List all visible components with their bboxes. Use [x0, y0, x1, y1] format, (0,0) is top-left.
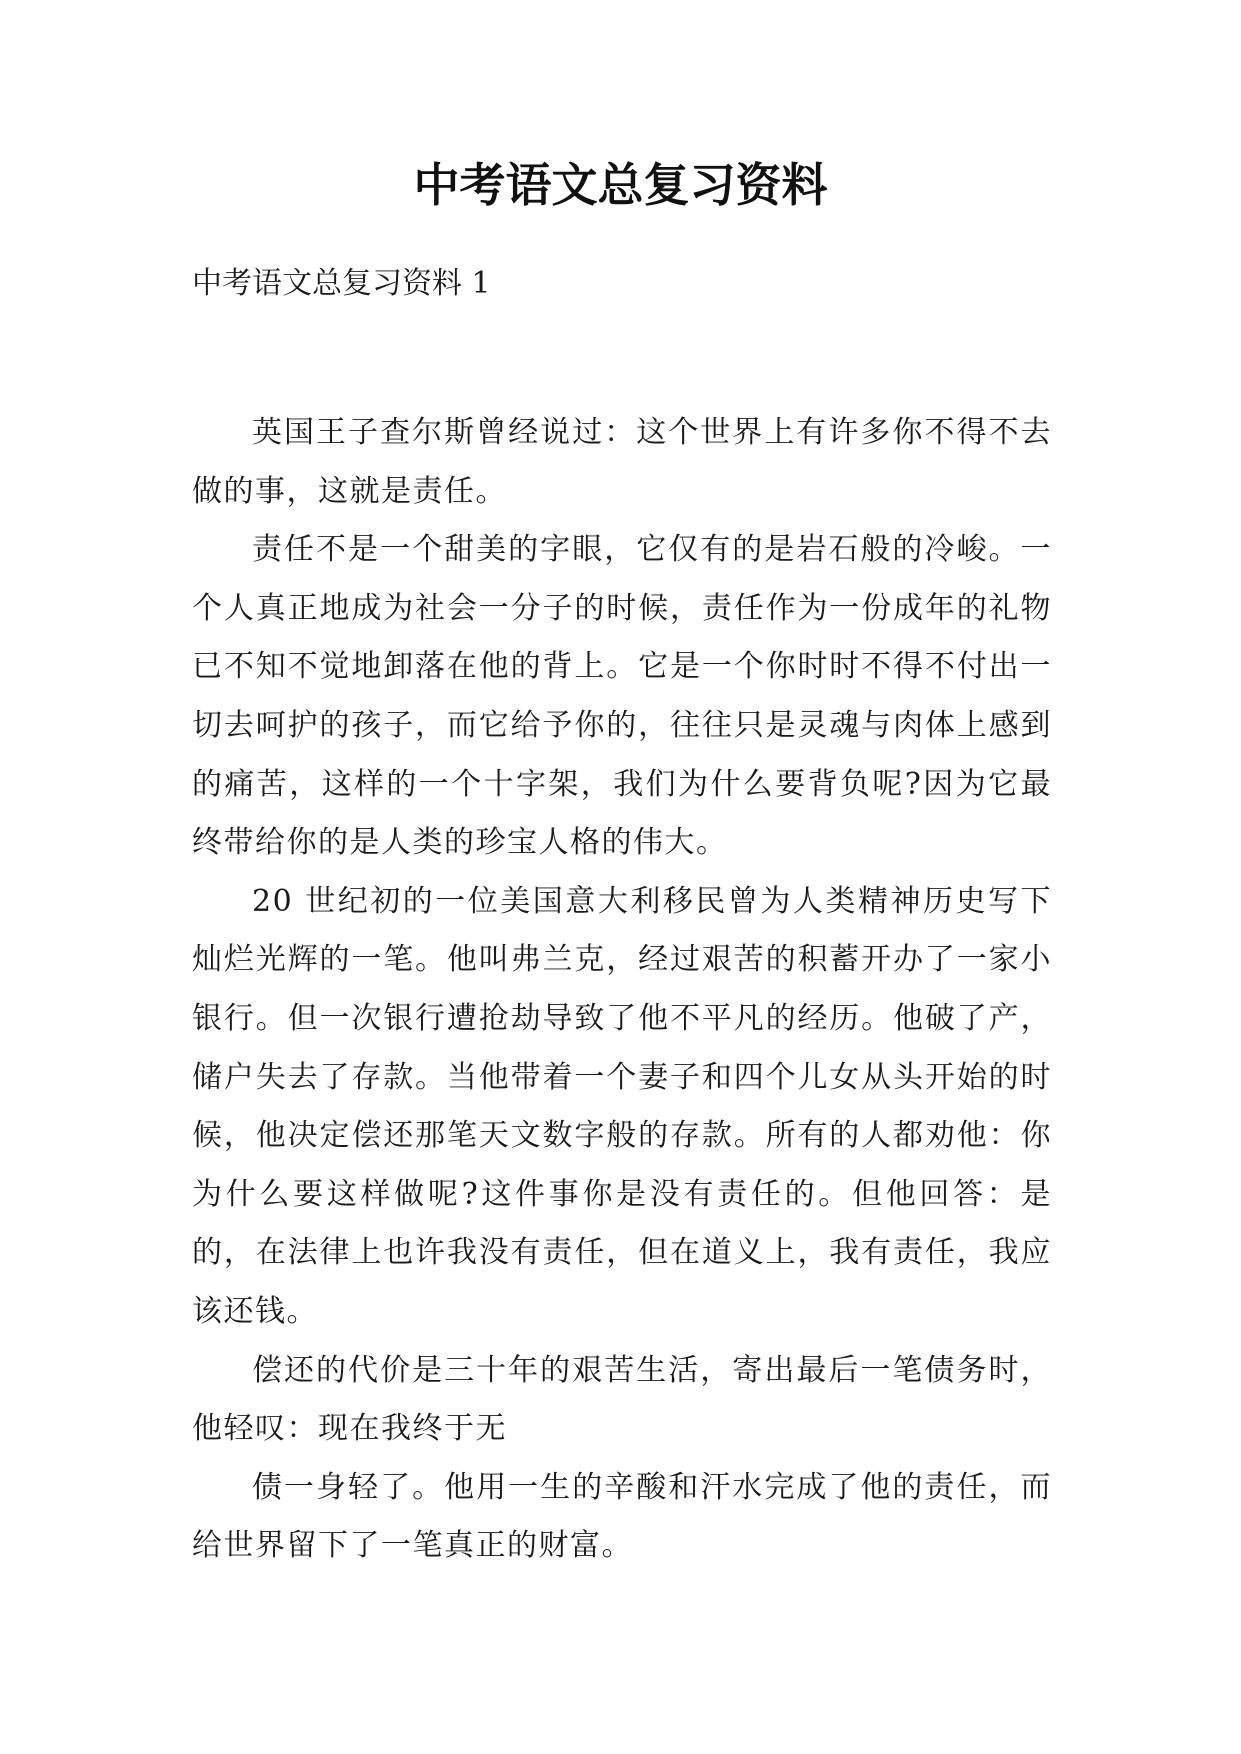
paragraph: 偿还的代价是三十年的艰苦生活，寄出最后一笔债务时，他轻叹：现在我终于无 — [192, 1352, 1052, 1447]
paragraph: 责任不是一个甜美的字眼，它仅有的是岩石般的冷峻。一个人真正地成为社会一分子的时候，责任作为一份成年的礼物已不知不觉地卸落在他的背上。它是一个你时时不得不付出一切去呵护的孩子，而它给予你的，往往只是灵魂与肉体上感到的痛苦，这样的一个十字架，我们为什么要背负呢?因为它最终带给你的是人类的珍宝人格的伟大。 — [192, 532, 1052, 861]
paragraph: 债一身轻了。他用一生的辛酸和汗水完成了他的责任，而给世界留下了一笔真正的财富。 — [192, 1469, 1052, 1564]
document-title: 中考语文总复习资料 — [413, 158, 828, 212]
section-heading: 中考语文总复习资料 1 — [192, 266, 491, 301]
document-body — [192, 404, 1052, 1576]
paragraph: 20 世纪初的一位美国意大利移民曾为人类精神历史写下灿烂光辉的一笔。他叫弗兰克，经过艰苦的积蓄开办了一家小银行。但一次银行遭抢劫导致了他不平凡的经历。他破了产，储户失去了存款。当他带着一个妻子和四个儿女从头开始的时候，他决定偿还那笔天文数字般的存款。所有的人都劝他：你为什么要这样做呢?这件事你是没有责任的。但他回答：是的，在法律上也许我没有责任，但在道义上，我有责任，我应该还钱。 — [192, 883, 1052, 1329]
paragraph: 英国王子查尔斯曾经说过：这个世界上有许多你不得不去做的事，这就是责任。 — [192, 415, 1052, 509]
